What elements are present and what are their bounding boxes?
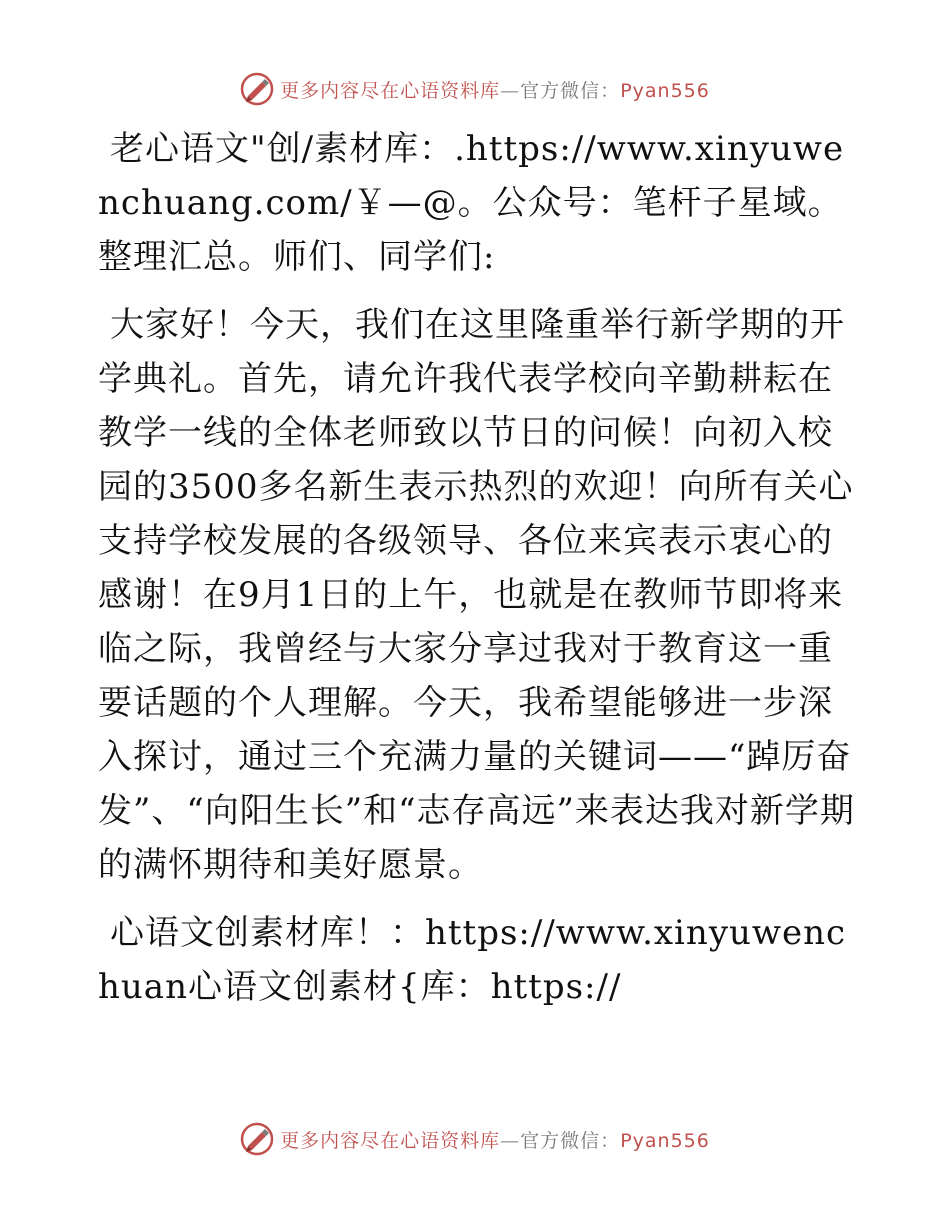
paragraph-intro: 老心语文"创/素材库：.https://www.xinyuwenchuang.com/￥—@。公众号：笔杆子星域。整理汇总。师们、同学们: [98, 129, 845, 277]
header-banner [0, 72, 950, 106]
header-banner-main: 更多内容尽在心语资料库 [280, 79, 501, 102]
footer-banner [0, 1122, 950, 1156]
document-body [98, 122, 858, 1028]
paragraph-source-links: 心语文创素材库！：https://www.xinyuwenchuan心语文创素材{库：https:// [98, 913, 847, 1007]
header-banner-official: 官方微信： [520, 79, 621, 102]
pen-logo-icon [240, 1122, 274, 1156]
footer-banner-main: 更多内容尽在心语资料库 [280, 1129, 501, 1152]
footer-banner-text [280, 1126, 710, 1153]
header-banner-dash: — [500, 79, 521, 102]
header-banner-wechat: Pyan556 [620, 79, 710, 102]
pen-logo-icon [240, 72, 274, 106]
footer-banner-wechat: Pyan556 [620, 1129, 710, 1152]
footer-banner-dash: — [500, 1129, 521, 1152]
paragraph-speech: 大家好！今天，我们在这里隆重举行新学期的开学典礼。首先，请允许我代表学校向辛勤耕耘在教学一线的全体老师致以节日的问候！向初入校园的3500多名新生表示热烈的欢迎！向所有关心支持学校发展的各级领导、各位来宾表示衷心的感谢！在9月1日的上午，也就是在教师节即将来临之际，我曾经与大家分享过我对于教育这一重要话题的个人理解。今天，我希望能够进一步深入探讨，通过三个充满力量的关键词——“踔厉奋发”、“向阳生长”和“志存高远”来表达我对新学期的满怀期待和美好愿景。 [98, 305, 855, 885]
footer-banner-official: 官方微信： [520, 1129, 621, 1152]
header-banner-text [280, 76, 710, 103]
